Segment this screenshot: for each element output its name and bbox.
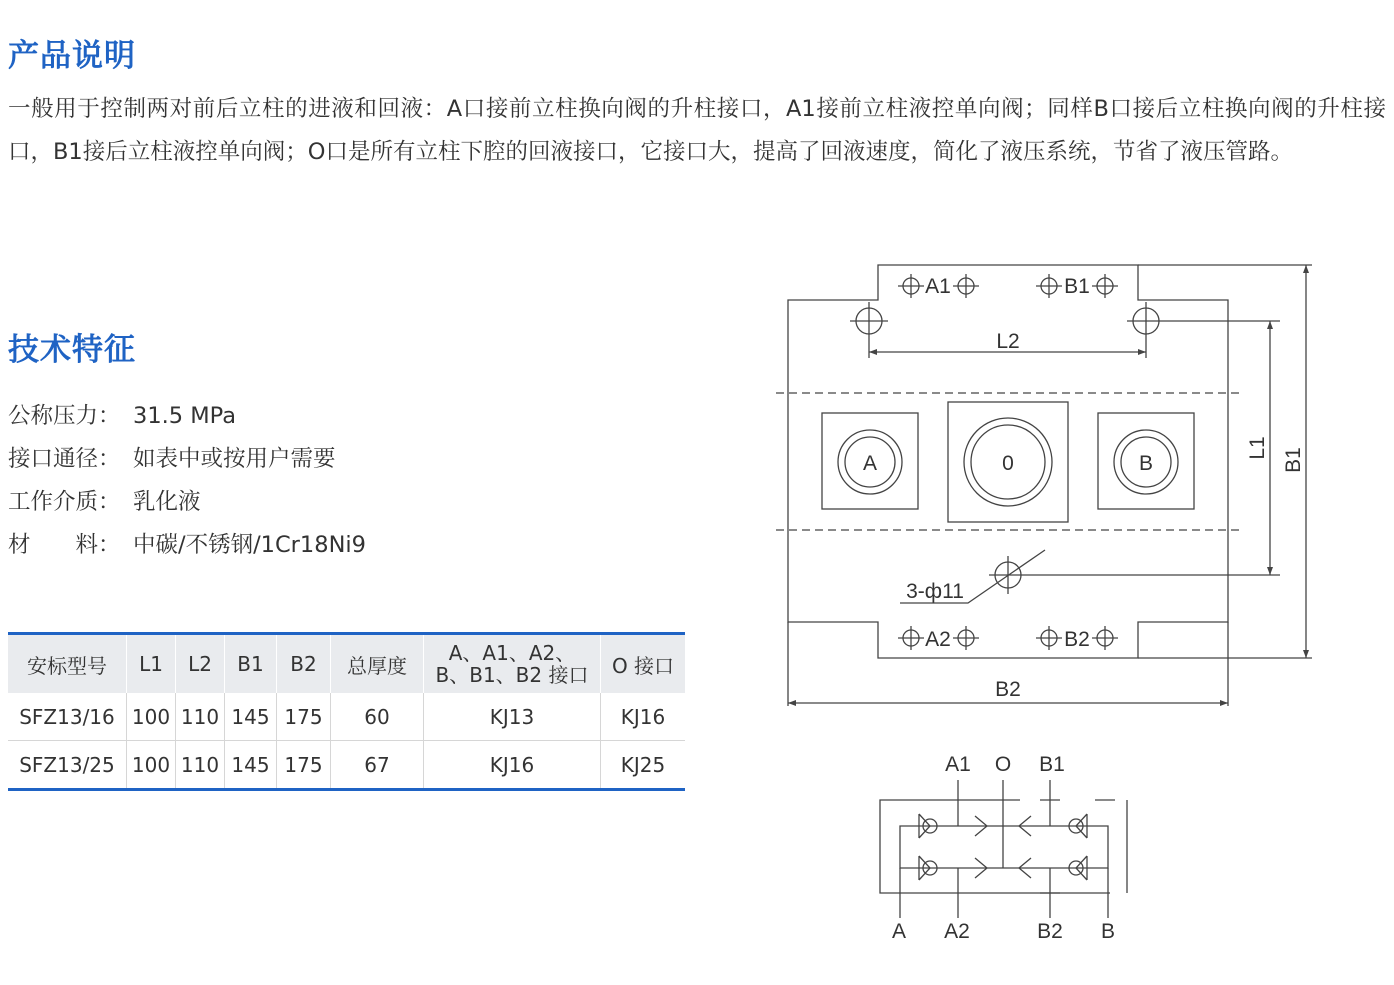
col-b1: B1 — [225, 634, 277, 694]
cell-ports: KJ13 — [424, 693, 601, 741]
cell-thickness: 67 — [331, 741, 424, 790]
cell-o-port: KJ25 — [601, 741, 686, 790]
col-o-port: O 接口 — [601, 634, 686, 694]
label-b1: B1 — [1064, 275, 1090, 298]
label-b2-dim: B2 — [995, 678, 1021, 701]
spec-label: 材 料： — [8, 532, 121, 558]
schem-label-b: B — [1100, 920, 1116, 943]
schem-label-a1: A1 — [945, 753, 971, 776]
label-port-a: A — [862, 452, 878, 475]
spec-label: 公称压力： — [8, 403, 121, 429]
schem-label-a: A — [891, 920, 907, 943]
cell-l1: 100 — [127, 693, 176, 741]
cell-l2: 110 — [176, 741, 225, 790]
col-l2: L2 — [176, 634, 225, 694]
cell-ports: KJ16 — [424, 741, 601, 790]
label-port-b: B — [1138, 452, 1154, 475]
col-ports-line2: B、B1、B2 接口 — [435, 663, 589, 687]
schem-label-b1: B1 — [1039, 753, 1065, 776]
col-ports-line1: A、A1、A2、 — [448, 641, 576, 665]
spec-label: 工作介质： — [8, 489, 121, 515]
spec-value: 如表中或按用户需要 — [133, 446, 336, 472]
col-thickness: 总厚度 — [331, 634, 424, 694]
spec-value: 乳化液 — [133, 489, 201, 515]
spec-value: 31.5 MPa — [133, 403, 237, 429]
col-model: 安标型号 — [8, 634, 127, 694]
cell-b1: 145 — [225, 741, 277, 790]
cell-b2: 175 — [277, 741, 331, 790]
cell-o-port: KJ16 — [601, 693, 686, 741]
col-b2: B2 — [277, 634, 331, 694]
cell-thickness: 60 — [331, 693, 424, 741]
col-l1: L1 — [127, 634, 176, 694]
cell-l1: 100 — [127, 741, 176, 790]
schem-label-b2: B2 — [1037, 920, 1063, 943]
label-l2: L2 — [996, 330, 1020, 353]
label-a1: A1 — [925, 275, 951, 298]
cell-b1: 145 — [225, 693, 277, 741]
schem-label-a2: A2 — [944, 920, 970, 943]
label-a2: A2 — [925, 628, 951, 651]
product-heading: 产品说明 — [8, 38, 136, 74]
label-b1-dim: B1 — [1282, 447, 1305, 473]
spec-value: 中碳/不锈钢/1Cr18Ni9 — [133, 532, 366, 558]
cell-model: SFZ13/25 — [8, 741, 127, 790]
product-description: 一般用于控制两对前后立柱的进液和回液：A口接前立柱换向阀的升柱接口，A1接前立柱液控单向阀；同样B口接后立柱换向阀的升柱接口，B1接后立柱液控单向阀；O口是所有立柱下腔的回液接口，它接口大，提高了回液速度，简化了液压系统，节省了液压管路。 — [8, 96, 1386, 165]
tech-heading: 技术特征 — [8, 332, 136, 368]
label-holes: 3-ф11 — [906, 580, 964, 603]
schem-label-o: O — [994, 753, 1012, 776]
label-port-o: 0 — [1002, 452, 1014, 475]
spec-label: 接口通径： — [8, 446, 121, 472]
label-b2: B2 — [1064, 628, 1090, 651]
cell-b2: 175 — [277, 693, 331, 741]
label-l1: L1 — [1246, 436, 1269, 460]
cell-l2: 110 — [176, 693, 225, 741]
cell-model: SFZ13/16 — [8, 693, 127, 741]
